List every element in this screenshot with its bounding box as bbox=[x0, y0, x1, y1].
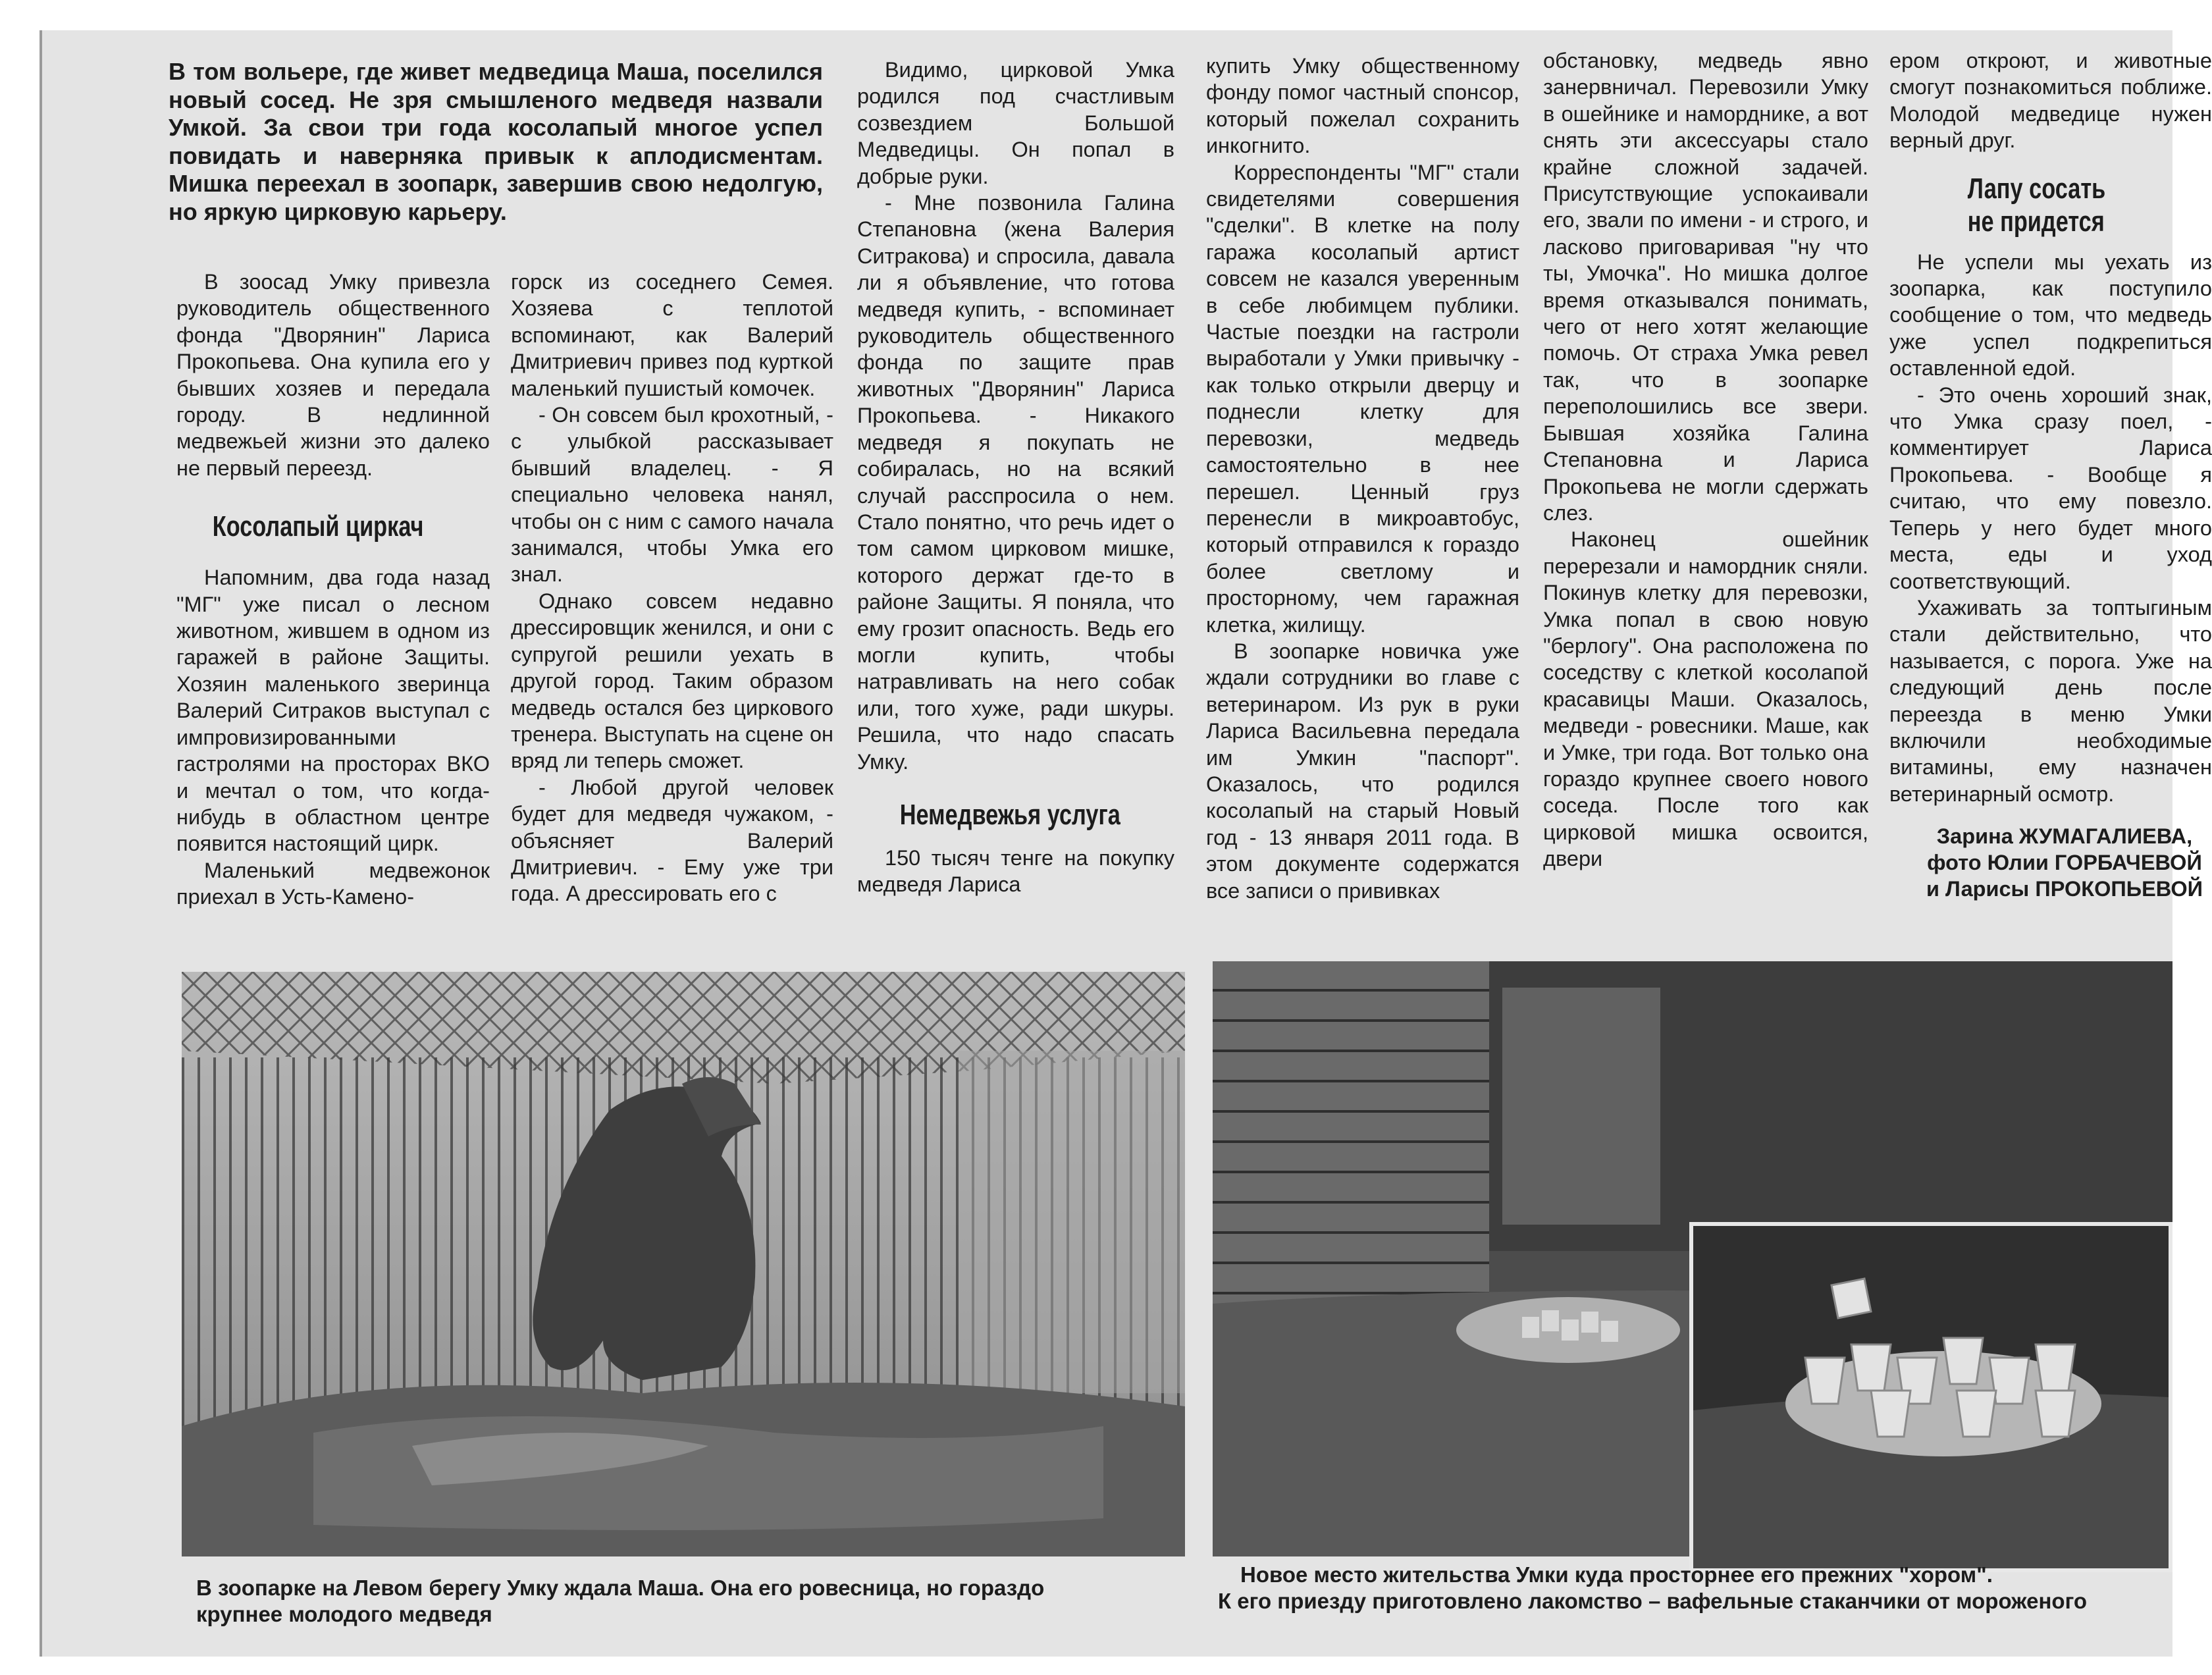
caption-line: К его приезду приготовлено лакомство – вафельные стаканчики от мороженого bbox=[1218, 1589, 2088, 1613]
paragraph: Маленький медвежонок приехал в Усть-Камено- bbox=[176, 858, 490, 909]
heading-line: не придется bbox=[1967, 205, 2105, 238]
left-photo-caption bbox=[196, 1575, 1044, 1628]
article-column-2 bbox=[511, 269, 833, 907]
paragraph: Наконец ошейник перерезали и намордник сняли. Покинув клетку для перевозки, Умка попал в свою новую "берлогу". Она расположена по соседству с клеткой косолапой красавицы Маши. Оказалось, медведи - ровесники. Маше, как и Умке, три года. Вот только она гораздо крупнее своего нового соседа. После того как цирковой мишка освоится, двери bbox=[1543, 527, 1868, 871]
paragraph: 150 тысяч тенге на покупку медведя Лариса bbox=[857, 845, 1174, 897]
paragraph: горск из соседнего Семея. Хозяева с теплотой вспоминают, как Валерий Дмитриевич привез под курткой маленький пушистый комочек. bbox=[511, 270, 833, 400]
paragraph: В зоопарке новичка уже ждали сотрудники во главе с ветеринаром. Из рук в руки Лариса Васильевна передала им Умкин "паспорт". Оказалось, что родился косолапый на старый Новый год - 13 января 2011 года. В этом документе содержатся все записи о прививках bbox=[1206, 639, 1519, 903]
cones-inset-photo bbox=[1689, 1222, 2172, 1572]
paragraph: Напомним, два года назад "МГ" уже писал о лесном животном, жившем в одном из гаражей в районе Защиты. Хозяин маленького зверинца Валерий Ситраков выступал с импровизированными гастролями на просторах ВКО и мечтал о том, что когда-нибудь в областном центре появится настоящий цирк. bbox=[176, 566, 490, 856]
paragraph: Однако совсем недавно дрессировщик женился, и они с супругой решили уехать в другой город. Таким образом медведь остался без циркового тренера. Выступать на сцене он вряд ли теперь сможет. bbox=[511, 589, 833, 773]
heading-line: Лапу сосать bbox=[1967, 172, 2106, 205]
paragraph: Ухаживать за топтыгиным стали действительно, что называется, с порога. Уже на следующий день после переезда в меню Умки включили необходимые витамины, ему назначен ветеринарный осмотр. bbox=[1889, 595, 2212, 806]
section-heading: Немедвежья услуга bbox=[899, 798, 1120, 831]
paragraph: ером откроют, и животные смогут познакомиться поближе. Молодой медведице нужен верный друг. bbox=[1889, 49, 2212, 153]
paragraph: Не успели мы уехать из зоопарка, как поступило сообщение о том, что медведь уже успел подкрепиться оставленной едой. bbox=[1889, 250, 2212, 381]
paragraph: Видимо, цирковой Умка родился под счастливым созвездием Большой Медведицы. Он попал в добрые руки. bbox=[857, 58, 1174, 188]
section-heading bbox=[1889, 173, 2212, 238]
article-column-5 bbox=[1543, 47, 1868, 872]
paragraph: - Это очень хороший знак, что Умка сразу поел, - комментирует Лариса Прокопьева. - Вообще я считаю, что ему повезло. Теперь у него будет много места, еды и уход соответствующий. bbox=[1889, 383, 2212, 593]
article-column-6 bbox=[1889, 47, 2212, 902]
caption-line: Новое место жительства Умки куда просторнее его прежних "хором". bbox=[1240, 1562, 1993, 1587]
section-heading: Косолапый циркач bbox=[212, 510, 424, 543]
author: Зарина ЖУМАГАЛИЕВА, bbox=[1936, 824, 2193, 849]
right-caption-clip bbox=[1218, 1562, 2172, 1628]
caption-line: крупнее молодого медведя bbox=[196, 1602, 492, 1626]
photo-credit: и Ларисы ПРОКОПЬЕВОЙ bbox=[1926, 877, 2203, 901]
article-column-4 bbox=[1206, 53, 1519, 904]
bear-enclosure-photo bbox=[182, 972, 1185, 1556]
article-column-6-clip bbox=[1883, 0, 2212, 948]
caption-line: В зоопарке на Левом берегу Умку ждала Маша. Она его ровесница, но гораздо bbox=[196, 1576, 1045, 1600]
paragraph: - Мне позвонила Галина Степановна (жена Валерия Ситракова) и спросила, давала ли я объявление, что готова медведя купить, - вспоминает руководитель общественного фонда по защите прав животных "Дворянин" Лариса Прокопьева. - Никакого медведя я покупать не собиралась, но на всякий случай расспросила о нем. Стало понятно, что речь идет о том самом цирковом мишке, которого держат где-то в районе Защиты. Я поняла, что ему грозит опасность. Ведь его могли купить, чтобы натравливать на него собак или, того хуже, ради шкуры. Решила, что надо спасать Умку. bbox=[857, 191, 1174, 774]
cones-inset-image bbox=[1693, 1226, 2169, 1568]
lead-text: В том вольере, где живет медведица Маша, поселился новый сосед. Не зря смышленого медведя назвали Умкой. За свои три года косолапый многое успел повидать и наверняка привык к аплодисментам. Мишка переехал в зоопарк, завершив свою недолгую, но яркую цирковую карьеру. bbox=[169, 58, 823, 225]
paragraph: обстановку, медведь явно занервничал. Перевозили Умку в ошейнике и наморднике, а вот снять эти аксессуары стало крайне сложной задачей. Присутствующие успокаивали его, звали по имени - и строго, и ласково приговаривая "ну что ты, Умочка". Но мишка долгое время отказывался понимать, чего от него хотят желающие помочь. От страха Умка ревел так, что в зоопарке переполошились все звери. Бывшая хозяйка Галина Степановна и Лариса Прокопьева не могли сдержать слез. bbox=[1543, 49, 1868, 525]
paragraph: - Он совсем был крохотный, - с улыбкой рассказывает бывший владелец. - Я специально человека нанял, чтобы он с ним с самого начала занимался, чтобы Умка его знал. bbox=[511, 403, 833, 587]
paragraph: В зоосад Умку привезла руководитель общественного фонда "Дворянин" Лариса Прокопьева. Она купила его у бывших хозяев и передала городу. В недлинной медвежьей жизни это далеко не первый переезд. bbox=[176, 270, 490, 480]
photo-credit: фото Юлии ГОРБАЧЕВОЙ bbox=[1927, 851, 2202, 875]
paragraph: купить Умку общественному фонду помог частный спонсор, который пожелал сохранить инкогнито. bbox=[1206, 54, 1519, 158]
right-photo-caption bbox=[1218, 1562, 2087, 1614]
article-column-1 bbox=[176, 269, 490, 911]
paragraph: Корреспонденты "МГ" стали свидетелями совершения "сделки". В клетке на полу гаража косолапый артист совсем не казался уверенным в себе любимцем публики. Частые поездки на гастроли выработали у Умки привычку - как только открыли дверцу и поднесли клетку для перевозки, медведь самостоятельно в нее перешел. Ценный груз перенесли в микроавтобус, который отправился к гораздо более светлому и просторному, чем гаражная клетка, жилищу. bbox=[1206, 160, 1519, 637]
bear-enclosure-image bbox=[182, 972, 1185, 1556]
byline bbox=[1889, 823, 2212, 902]
paragraph: - Любой другой человек будет для медведя чужаком, - объясняет Валерий Дмитриевич. - Ему уже три года. А дрессировать его с bbox=[511, 775, 833, 906]
article-column-3 bbox=[857, 57, 1174, 898]
lead-paragraph bbox=[169, 58, 823, 226]
